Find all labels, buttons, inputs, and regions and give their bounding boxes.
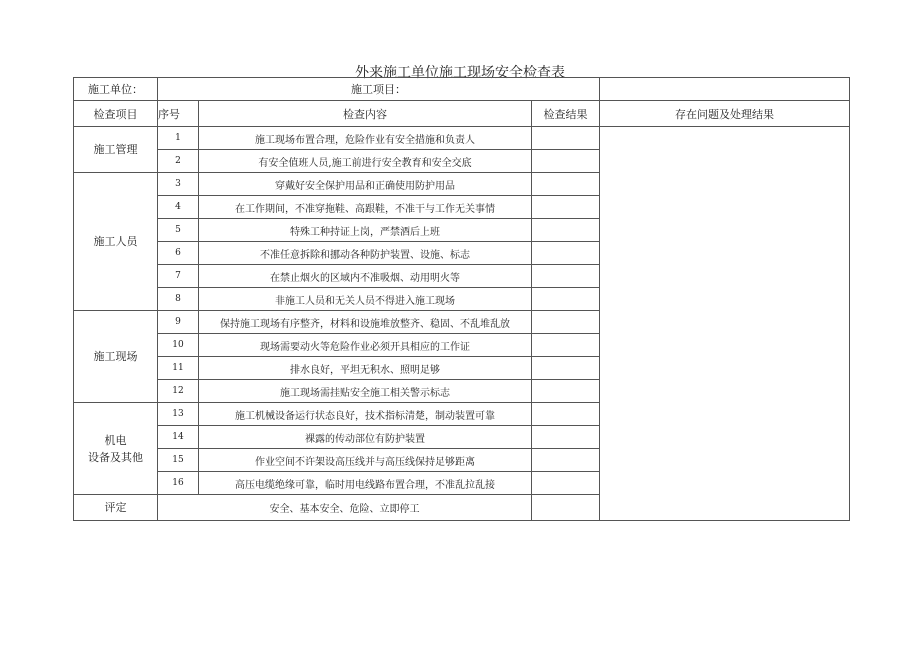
result-cell[interactable] bbox=[532, 127, 600, 150]
seq-cell: 9 bbox=[158, 311, 199, 334]
seq-cell: 5 bbox=[158, 219, 199, 242]
content-cell: 在禁止烟火的区域内不准吸烟、动用明火等 bbox=[199, 265, 532, 288]
seq-cell: 6 bbox=[158, 242, 199, 265]
header-seq: 序号 bbox=[158, 101, 199, 127]
page-title: 外来施工单位施工现场安全检查表 bbox=[355, 65, 565, 81]
construction-unit-label[interactable]: 施工单位： bbox=[74, 78, 158, 101]
table-row bbox=[74, 127, 850, 150]
result-cell[interactable] bbox=[532, 334, 600, 357]
seq-cell: 10 bbox=[158, 334, 199, 357]
header-row bbox=[74, 101, 850, 127]
inspection-table bbox=[73, 77, 850, 521]
result-cell[interactable] bbox=[532, 265, 600, 288]
result-cell[interactable] bbox=[532, 288, 600, 311]
seq-cell: 14 bbox=[158, 426, 199, 449]
content-cell: 作业空间不许架设高压线并与高压线保持足够距离 bbox=[199, 449, 532, 472]
category-line: 机电 bbox=[104, 433, 127, 447]
result-cell[interactable] bbox=[532, 242, 600, 265]
result-cell[interactable] bbox=[532, 380, 600, 403]
content-cell: 施工现场需挂贴安全施工相关警示标志 bbox=[199, 380, 532, 403]
content-cell: 在工作期间，不准穿拖鞋、高跟鞋，不准干与工作无关事情 bbox=[199, 196, 532, 219]
result-cell[interactable] bbox=[532, 219, 600, 242]
issues-cell[interactable] bbox=[600, 127, 850, 521]
evaluation-options: 安全、基本安全、危险、立即停工 bbox=[158, 495, 532, 521]
content-cell: 现场需要动火等危险作业必须开具相应的工作证 bbox=[199, 334, 532, 357]
content-cell: 保持施工现场有序整齐，材料和设施堆放整齐、稳固、不乱堆乱放 bbox=[199, 311, 532, 334]
result-cell[interactable] bbox=[532, 357, 600, 380]
seq-cell: 3 bbox=[158, 173, 199, 196]
seq-cell: 16 bbox=[158, 472, 199, 495]
seq-cell: 12 bbox=[158, 380, 199, 403]
header-result: 检查结果 bbox=[532, 101, 600, 127]
content-cell: 穿戴好安全保护用品和正确使用防护用品 bbox=[199, 173, 532, 196]
header-issues: 存在问题及处理结果 bbox=[600, 101, 850, 127]
result-cell[interactable] bbox=[532, 173, 600, 196]
evaluation-label: 评定 bbox=[74, 495, 158, 521]
evaluation-result-cell[interactable] bbox=[532, 495, 600, 521]
result-cell[interactable] bbox=[532, 426, 600, 449]
content-cell: 非施工人员和无关人员不得进入施工现场 bbox=[199, 288, 532, 311]
content-cell: 有安全值班人员,施工前进行安全教育和安全交底 bbox=[199, 150, 532, 173]
category-cell bbox=[74, 403, 158, 495]
content-cell: 施工机械设备运行状态良好，技术指标清楚，制动装置可靠 bbox=[199, 403, 532, 426]
seq-cell: 11 bbox=[158, 357, 199, 380]
seq-cell: 15 bbox=[158, 449, 199, 472]
result-cell[interactable] bbox=[532, 150, 600, 173]
seq-cell: 1 bbox=[158, 127, 199, 150]
content-cell: 裸露的传动部位有防护装置 bbox=[199, 426, 532, 449]
header-content: 检查内容 bbox=[199, 101, 532, 127]
result-cell[interactable] bbox=[532, 311, 600, 334]
category-cell: 施工管理 bbox=[74, 127, 158, 173]
result-cell[interactable] bbox=[532, 449, 600, 472]
category-cell: 施工人员 bbox=[74, 173, 158, 311]
result-cell[interactable] bbox=[532, 196, 600, 219]
header-category: 检查项目 bbox=[74, 101, 158, 127]
result-cell[interactable] bbox=[532, 403, 600, 426]
content-cell: 特殊工种持证上岗，严禁酒后上班 bbox=[199, 219, 532, 242]
seq-cell: 8 bbox=[158, 288, 199, 311]
content-cell: 不准任意拆除和挪动各种防护装置、设施、标志 bbox=[199, 242, 532, 265]
content-cell: 施工现场布置合理，危险作业有安全措施和负责人 bbox=[199, 127, 532, 150]
top-row bbox=[74, 78, 850, 101]
content-cell: 高压电缆绝缘可靠，临时用电线路布置合理，不准乱拉乱接 bbox=[199, 472, 532, 495]
content-cell: 排水良好，平坦无积水、照明足够 bbox=[199, 357, 532, 380]
category-line: 设备及其他 bbox=[88, 450, 143, 464]
top-row-blank[interactable] bbox=[600, 78, 850, 101]
result-cell[interactable] bbox=[532, 472, 600, 495]
seq-cell: 7 bbox=[158, 265, 199, 288]
seq-cell: 13 bbox=[158, 403, 199, 426]
seq-cell: 2 bbox=[158, 150, 199, 173]
seq-cell: 4 bbox=[158, 196, 199, 219]
construction-project-label[interactable]: 施工项目： bbox=[158, 78, 600, 101]
category-cell: 施工现场 bbox=[74, 311, 158, 403]
